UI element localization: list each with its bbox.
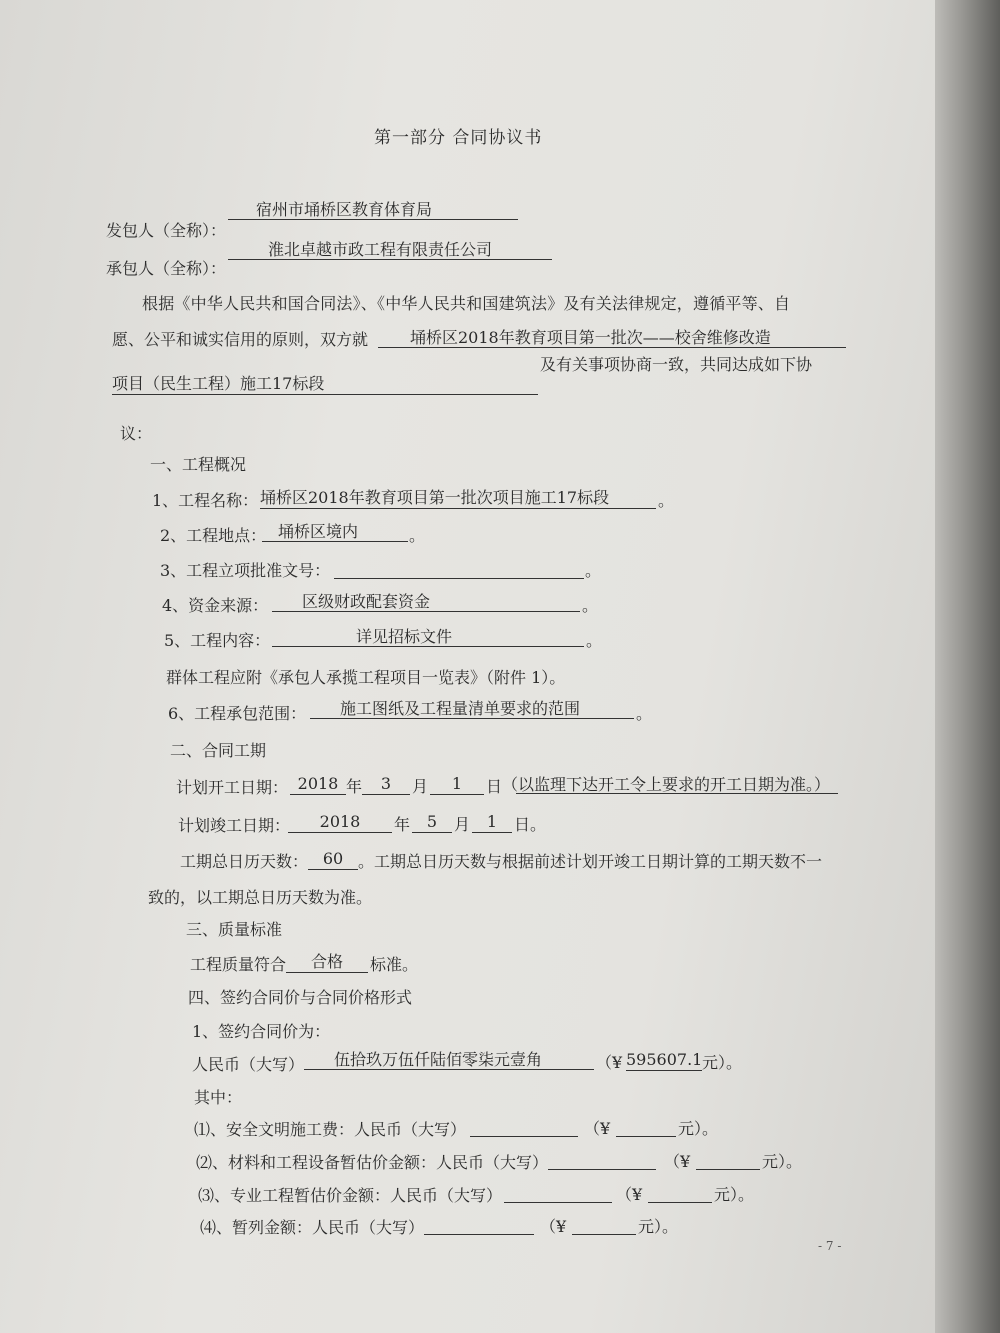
rmb-label: 人民币（大写） (192, 1055, 305, 1074)
sub-item-1-number-blank (616, 1116, 676, 1137)
section-1-title: 一、工程概况 (150, 455, 247, 474)
start-year-char: 年 (346, 777, 363, 796)
rmb-amount-number: 595607.1 (626, 1050, 703, 1069)
end-day-char: 日 (514, 815, 531, 834)
days-label: 工期总日历天数： (180, 852, 309, 871)
start-date-label: 计划开工日期： (176, 778, 289, 797)
sub-item-1-yuan: 元）。 (678, 1119, 719, 1138)
item-4-value: 区级财政配套资金 (272, 592, 580, 612)
project-name-line-1: 埇桥区2018年教育项目第一批次——校舍维修改造 (378, 328, 846, 348)
contractor-name: 淮北卓越市政工程有限责任公司 (228, 240, 552, 260)
sub-item-4-label: ⑷、暂列金额：人民币（大写） (200, 1218, 425, 1237)
item-5-label: 5、工程内容： (164, 631, 271, 650)
sub-item-3-label: ⑶、专业工程暂估价金额：人民币（大写） (198, 1186, 503, 1205)
among-label: 其中： (194, 1088, 243, 1107)
start-date-note: （以监理下达开工令上要求的开工日期为准。） (502, 775, 831, 794)
price-title: 1、签约合同价为： (192, 1022, 331, 1041)
sub-item-3-yuan: 元）。 (714, 1185, 755, 1204)
start-day-char: 日 (486, 777, 503, 796)
sub-item-2-yuan: 元）。 (762, 1152, 803, 1171)
start-year: 2018 (290, 774, 346, 795)
item-4-label: 4、资金来源： (162, 596, 269, 615)
quality-prefix: 工程质量符合 (190, 955, 287, 974)
item-5-value: 详见招标文件 (272, 627, 584, 647)
item-2-end: 。 (409, 526, 426, 545)
intro-line-1: 根据《中华人民共和国合同法》、《中华人民共和国建筑法》及有关法律规定，遵循平等、自 (142, 294, 791, 313)
item-3-end: 。 (585, 561, 602, 580)
rmb-num-prefix: （¥ (596, 1053, 623, 1072)
intro-line-2-prefix: 愿、公平和诚实信用的原则，双方就 (112, 330, 369, 349)
sub-item-1-yen: （¥ (584, 1119, 611, 1138)
end-year-char: 年 (394, 815, 411, 834)
sub-item-2-number-blank (696, 1149, 760, 1170)
intro-line-4: 议： (120, 424, 153, 443)
item-3-value-blank (334, 558, 584, 579)
sub-item-2-yen: （¥ (664, 1152, 691, 1171)
intro-line-3-suffix: 及有关事项协商一致，共同达成如下协 (540, 355, 813, 374)
end-month-char: 月 (454, 815, 471, 834)
item-6-label: 6、工程承包范围： (168, 704, 307, 723)
days-note-2: 致的，以工期总日历天数为准。 (148, 888, 373, 907)
sub-item-2-words-blank (548, 1149, 656, 1170)
rmb-amount-words: 伍拾玖万伍仟陆佰零柒元壹角 (304, 1050, 594, 1070)
item-4-end: 。 (582, 596, 599, 615)
item-2-label: 2、工程地点： (160, 526, 267, 545)
item-1-end: 。 (658, 491, 675, 510)
item-1-label: 1、工程名称： (152, 491, 259, 510)
start-day: 1 (430, 774, 484, 795)
item-6-value: 施工图纸及工程量清单要求的范围 (310, 699, 634, 719)
sub-item-3-number-blank (648, 1182, 712, 1203)
employer-name: 宿州市埇桥区教育体育局 (228, 200, 518, 220)
item-6-end: 。 (636, 704, 653, 723)
days-note: 。工期总日历天数与根据前述计划开竣工日期计算的工期天数不一 (358, 852, 823, 871)
start-note-underline (516, 793, 838, 794)
project-name-line-2: 项目（民生工程）施工17标段 (112, 374, 538, 395)
item-1-value: 埇桥区2018年教育项目第一批次项目施工17标段 (260, 488, 656, 509)
item-3-label: 3、工程立项批准文号： (160, 561, 331, 580)
section-3-title: 三、质量标准 (186, 920, 283, 939)
sub-item-2-label: ⑵、材料和工程设备暂估价金额：人民币（大写） (196, 1153, 549, 1172)
end-date-label: 计划竣工日期： (178, 816, 291, 835)
end-day: 1 (472, 812, 512, 833)
start-month-char: 月 (412, 777, 429, 796)
group-note: 群体工程应附《承包人承揽工程项目一览表》（附件 1）。 (166, 668, 566, 687)
start-month: 3 (362, 774, 410, 795)
sub-item-3-yen: （¥ (616, 1185, 643, 1204)
end-month: 5 (412, 812, 452, 833)
end-date-dot: 。 (530, 815, 547, 834)
sub-item-1-words-blank (470, 1116, 578, 1137)
item-5-end: 。 (586, 631, 603, 650)
page-number: - 7 - (818, 1239, 842, 1253)
quality-suffix: 标准。 (370, 955, 419, 974)
sub-item-4-words-blank (424, 1214, 534, 1235)
contractor-label: 承包人（全称）： (106, 259, 227, 278)
item-2-value: 埇桥区境内 (262, 522, 408, 542)
page-edge-shadow (935, 0, 1000, 1333)
sub-item-1-label: ⑴、安全文明施工费：人民币（大写） (194, 1120, 467, 1139)
sub-item-3-words-blank (504, 1182, 612, 1203)
sub-item-4-yen: （¥ (540, 1217, 567, 1236)
employer-label: 发包人（全称）： (106, 221, 227, 240)
section-2-title: 二、合同工期 (170, 741, 267, 760)
days-value: 60 (308, 849, 358, 870)
end-year: 2018 (288, 812, 392, 833)
document-title: 第一部分 合同协议书 (374, 128, 543, 148)
rmb-num-suffix: 元）。 (702, 1053, 743, 1072)
sub-item-4-number-blank (572, 1214, 636, 1235)
sub-item-4-yuan: 元）。 (638, 1217, 679, 1236)
quality-value: 合格 (286, 952, 368, 973)
section-4-title: 四、签约合同价与合同价格形式 (188, 988, 413, 1007)
